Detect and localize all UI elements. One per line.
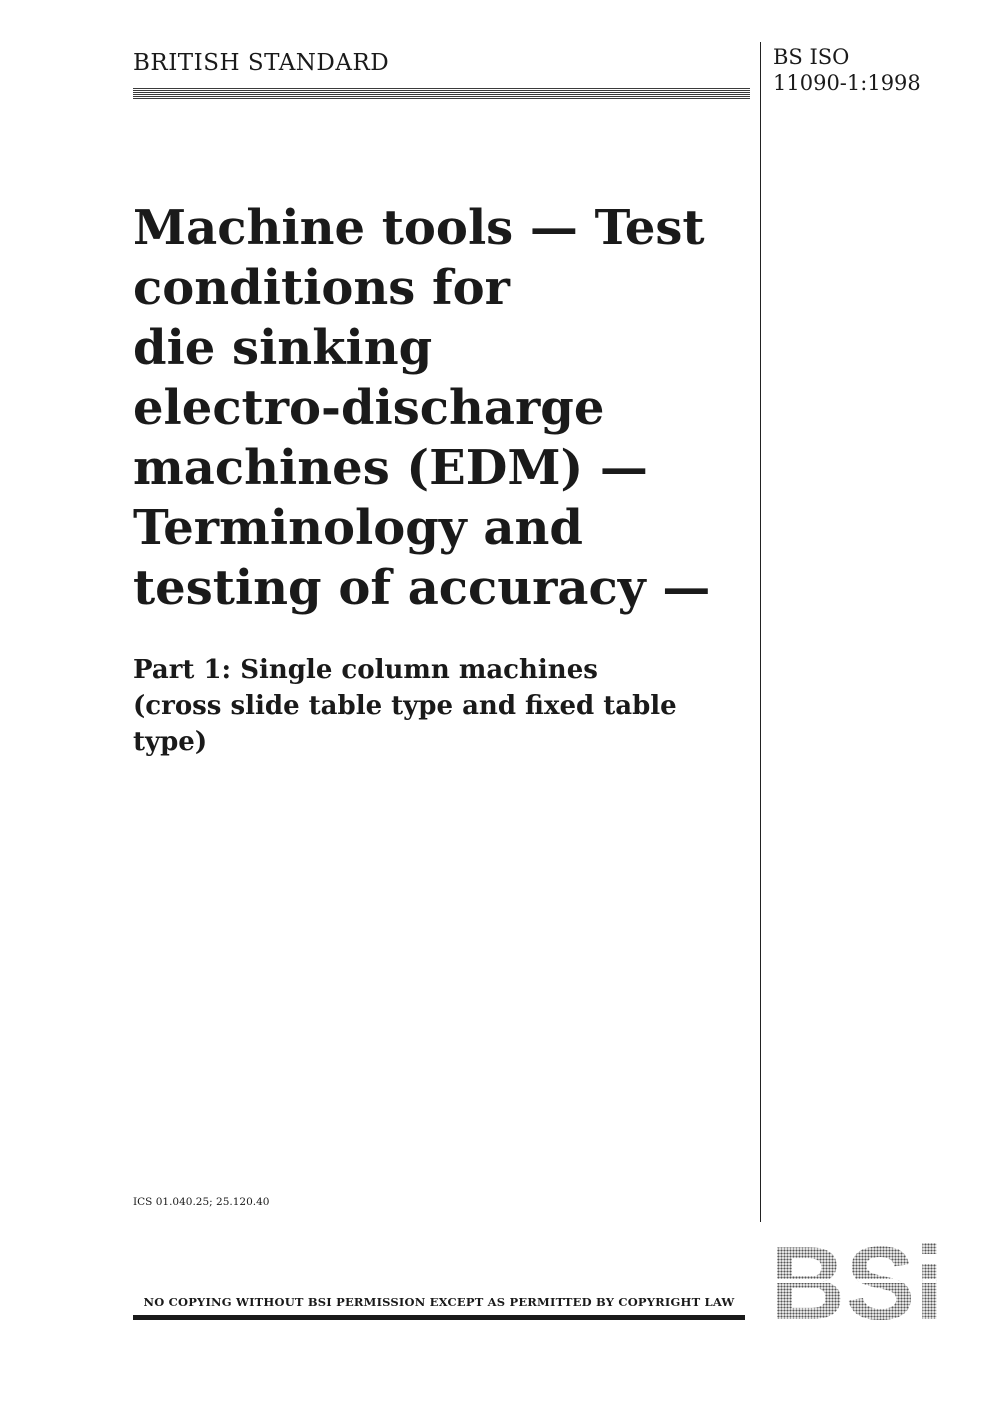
part-subtitle bbox=[133, 652, 743, 760]
title-line: electro-discharge bbox=[133, 380, 605, 436]
footer-rule bbox=[133, 1315, 745, 1320]
title-line: Terminology and bbox=[133, 500, 583, 556]
standard-number bbox=[773, 44, 921, 96]
title-line: Machine tools — Test bbox=[133, 200, 705, 256]
copyright-notice: NO COPYING WITHOUT BSI PERMISSION EXCEPT AS PERMITTED BY COPYRIGHT LAW bbox=[143, 1295, 735, 1309]
series-label: BRITISH STANDARD bbox=[133, 50, 390, 76]
title-line: conditions for bbox=[133, 260, 510, 316]
title-line: machines (EDM) — bbox=[133, 440, 648, 496]
title-line: die sinking bbox=[133, 320, 433, 376]
bsi-logo-icon bbox=[768, 1243, 946, 1323]
document-title bbox=[133, 198, 733, 618]
part-title-line: Part 1: Single column machines bbox=[133, 655, 598, 685]
standard-number-line: BS ISO bbox=[773, 45, 850, 69]
part-title-line: (cross slide table type and fixed table bbox=[133, 691, 677, 721]
ics-code: ICS 01.040.25; 25.120.40 bbox=[133, 1196, 270, 1208]
part-title-line: type) bbox=[133, 727, 208, 757]
standard-number-line: 11090-1:1998 bbox=[773, 71, 921, 95]
header-rule bbox=[133, 88, 750, 99]
vertical-divider bbox=[760, 42, 761, 1222]
title-line: testing of accuracy — bbox=[133, 560, 711, 616]
